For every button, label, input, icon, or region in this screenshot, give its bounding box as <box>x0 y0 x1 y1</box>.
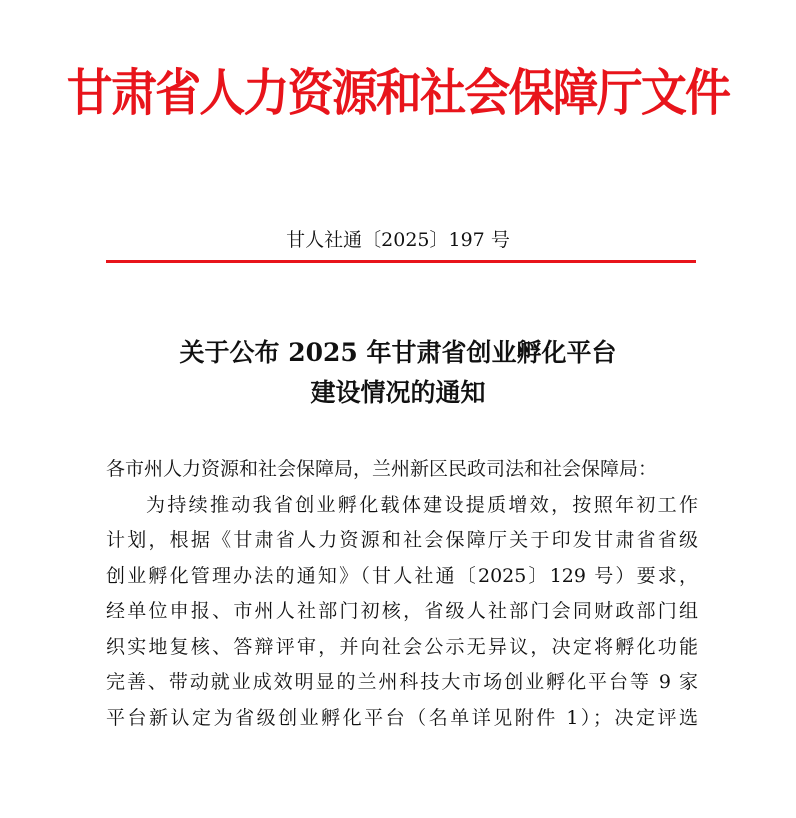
paragraph-line: 经单位申报、市州人社部门初核，省级人社部门会同财政部门组 <box>106 600 698 622</box>
notice-title-line-2: 建设情况的通知 <box>310 378 486 407</box>
issuer-red-header: 甘肃省人力资源和社会保障厅文件 <box>66 63 730 122</box>
red-separator-line <box>106 260 696 263</box>
document-number: 甘人社通〔2025〕197 号 <box>286 229 510 251</box>
paragraph-line: 完善、带动就业成效明显的兰州科技大市场创业孵化平台等 9 家 <box>106 671 698 693</box>
salutation: 各市州人力资源和社会保障局，兰州新区民政司法和社会保障局： <box>106 458 658 480</box>
paragraph-line: 为持续推动我省创业孵化载体建设提质增效，按照年初工作 <box>146 493 698 516</box>
notice-title-line-1: 关于公布 2025 年甘肃省创业孵化平台 <box>179 338 617 367</box>
paragraph-line: 平台新认定为省级创业孵化平台（名单详见附件 1）；决定评选 <box>106 706 698 729</box>
paragraph-line: 创业孵化管理办法的通知》（甘人社通〔2025〕129 号）要求， <box>106 564 698 587</box>
paragraph-line: 织实地复核、答辩评审，并向社会公示无异议，决定将孵化功能 <box>106 635 698 658</box>
notice-body <box>106 452 698 736</box>
notice-title <box>0 333 796 413</box>
paragraph-line: 计划，根据《甘肃省人力资源和社会保障厅关于印发甘肃省省级 <box>106 529 698 551</box>
